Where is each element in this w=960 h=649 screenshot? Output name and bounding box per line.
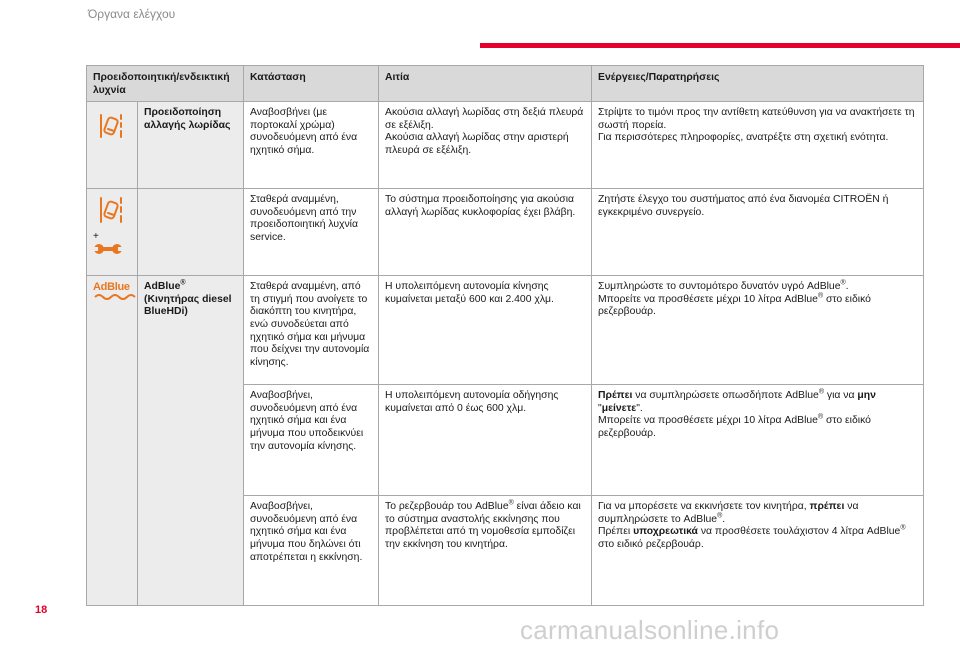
- col-header-cause: Αιτία: [379, 66, 592, 102]
- icon-cell: [87, 276, 138, 606]
- wrench-icon: [93, 243, 123, 255]
- actions-text: Για να μπορέσετε να εκκινήσετε τον κινητήρα,: [598, 501, 810, 513]
- actions-text: ": [598, 402, 602, 414]
- watermark: carmanualsonline.info: [520, 615, 780, 645]
- indicator-name: [138, 189, 244, 276]
- adblue-icon-text: AdBlue: [93, 281, 130, 294]
- actions-emphasis: Πρέπει: [598, 390, 633, 402]
- reg-mark: ®: [900, 524, 906, 532]
- lane-departure-warning-icon: [93, 107, 129, 143]
- icon-cell: [87, 102, 138, 189]
- col-header-state: Κατάσταση: [244, 66, 379, 102]
- actions-cell: [592, 385, 924, 496]
- actions-text: να συμπληρώσετε οπωσδήποτε AdBlue: [632, 390, 819, 402]
- warning-lamps-table: [86, 65, 924, 606]
- reg-mark: ®: [508, 499, 514, 507]
- actions-cell: [592, 496, 924, 606]
- actions-text: για να: [824, 390, 858, 402]
- indicator-name: Προειδοποίηση αλλαγής λωρίδας: [138, 102, 244, 189]
- actions-cell: Στρίψτε το τιμόνι προς την αντίθετη κατεύθυνση για να ανακτήσετε τη σωστή πορεία. Για περισσότερες πληροφορίες, ανατρέξτε στη σχετική ενότητα.: [592, 102, 924, 189]
- cause-cell: Το σύστημα προειδοποίησης για ακούσια αλλαγή λωρίδας κυκλοφορίας έχει βλάβη.: [379, 189, 592, 276]
- actions-text: ".: [636, 402, 643, 414]
- actions-text: .: [845, 281, 849, 293]
- actions-text: Συμπληρώστε το συντομότερο δυνατόν υγρό AdBlue: [598, 281, 841, 293]
- page-number: 18: [35, 604, 48, 616]
- reg-mark: ®: [817, 413, 824, 421]
- reg-mark: ®: [817, 292, 824, 300]
- state-cell: Σταθερά αναμμένη, συνοδευόμενη από την προειδοποιητική λυχνία service.: [244, 189, 379, 276]
- section-title: Όργανα ελέγχου: [88, 7, 176, 21]
- actions-emphasis: μείνετε: [601, 402, 637, 414]
- cause-text: είναι άδειο και το σύστημα αναστολής εκκίνησης που προβλέπεται από τη νομοθεσία εμποδίζει την εκκίνηση του κινητήρα.: [385, 501, 581, 550]
- adblue-name: AdBlue: [144, 281, 181, 293]
- lane-departure-warning-icon: [93, 194, 129, 226]
- actions-emphasis: υποχρεωτικά: [633, 526, 698, 538]
- actions-cell: Ζητήστε έλεγχο του συστήματος από ένα διανομέα CITROËN ή εγκεκριμένο συνεργείο.: [592, 189, 924, 276]
- actions-text: Πρέπει: [598, 526, 634, 538]
- indicator-name: [138, 276, 244, 606]
- actions-cell: [592, 276, 924, 385]
- actions-emphasis: πρέπει: [809, 501, 845, 513]
- cause-cell: Ακούσια αλλαγή λωρίδας στη δεξιά πλευρά σε εξέλιξη. Ακούσια αλλαγή λωρίδας στην αριστερή πλευρά σε εξέλιξη.: [379, 102, 592, 189]
- table-row: [87, 276, 924, 385]
- actions-text: να συμπληρώσετε το AdBlue: [598, 501, 859, 525]
- adblue-subtitle: (Κινητήρας diesel BlueHDi): [144, 293, 232, 318]
- reg-mark: ®: [717, 512, 723, 520]
- plus-sign: +: [93, 230, 99, 242]
- actions-text: Μπορείτε να προσθέσετε μέχρι 10 λίτρα AdBlue: [598, 415, 818, 427]
- actions-text: Μπορείτε να προσθέσετε μέχρι 10 λίτρα AdBlue: [598, 293, 818, 305]
- reg-mark: ®: [180, 279, 186, 287]
- cause-cell: Η υπολειπόμενη αυτονομία οδήγησης κυμαίνεται από 0 έως 600 χλμ.: [379, 385, 592, 496]
- actions-text: να προσθέσετε τουλάχιστον 4 λίτρα AdBlue: [697, 526, 901, 538]
- reg-mark: ®: [840, 279, 846, 287]
- cause-cell: Η υπολειπόμενη αυτονομία κίνησης κυμαίνεται μεταξύ 600 και 2.400 χλμ.: [379, 276, 592, 385]
- actions-text: στο ειδικό ρεζερβουάρ.: [598, 293, 871, 318]
- table-row: [87, 102, 924, 189]
- col-header-indicator: Προειδοποιητική/ενδεικτική λυχνία: [87, 66, 244, 102]
- table-header-row: [87, 66, 924, 102]
- col-header-actions: Ενέργειες/Παρατηρήσεις: [592, 66, 924, 102]
- state-cell: Αναβοσβήνει, συνοδευόμενη από ένα ηχητικό σήμα και ένα μήνυμα που δηλώνει ότι αποτρέπεται η εκκίνηση.: [244, 496, 379, 606]
- adblue-icon: [93, 281, 137, 306]
- state-cell: Αναβοσβήνει (με πορτοκαλί χρώμα) συνοδευόμενη από ένα ηχητικό σήμα.: [244, 102, 379, 189]
- actions-text: .: [722, 513, 726, 525]
- icon-cell: [87, 189, 138, 276]
- adblue-wave-icon: [93, 293, 137, 301]
- reg-mark: ®: [818, 388, 825, 396]
- state-cell: Σταθερά αναμμένη, από τη στιγμή που ανοίγετε το διακόπτη του κινητήρα, ενώ συνοδεύεται από ηχητικό σήμα και μήνυμα που δείχνει την αυτονομία κίνησης.: [244, 276, 379, 385]
- actions-text: στο ειδικό ρεζερβουάρ.: [598, 415, 871, 439]
- actions-text: στο ειδικό ρεζερβουάρ.: [598, 538, 704, 550]
- state-cell: Αναβοσβήνει, συνοδευόμενη από ένα ηχητικό σήμα και ένα μήνυμα που υποδεικνύει την αυτονομία κίνησης.: [244, 385, 379, 496]
- actions-emphasis: μην: [857, 390, 876, 402]
- header-accent-bar: [480, 43, 960, 48]
- table-row: [87, 189, 924, 276]
- cause-text: Το ρεζερβουάρ του AdBlue: [385, 501, 509, 513]
- cause-cell: [379, 496, 592, 606]
